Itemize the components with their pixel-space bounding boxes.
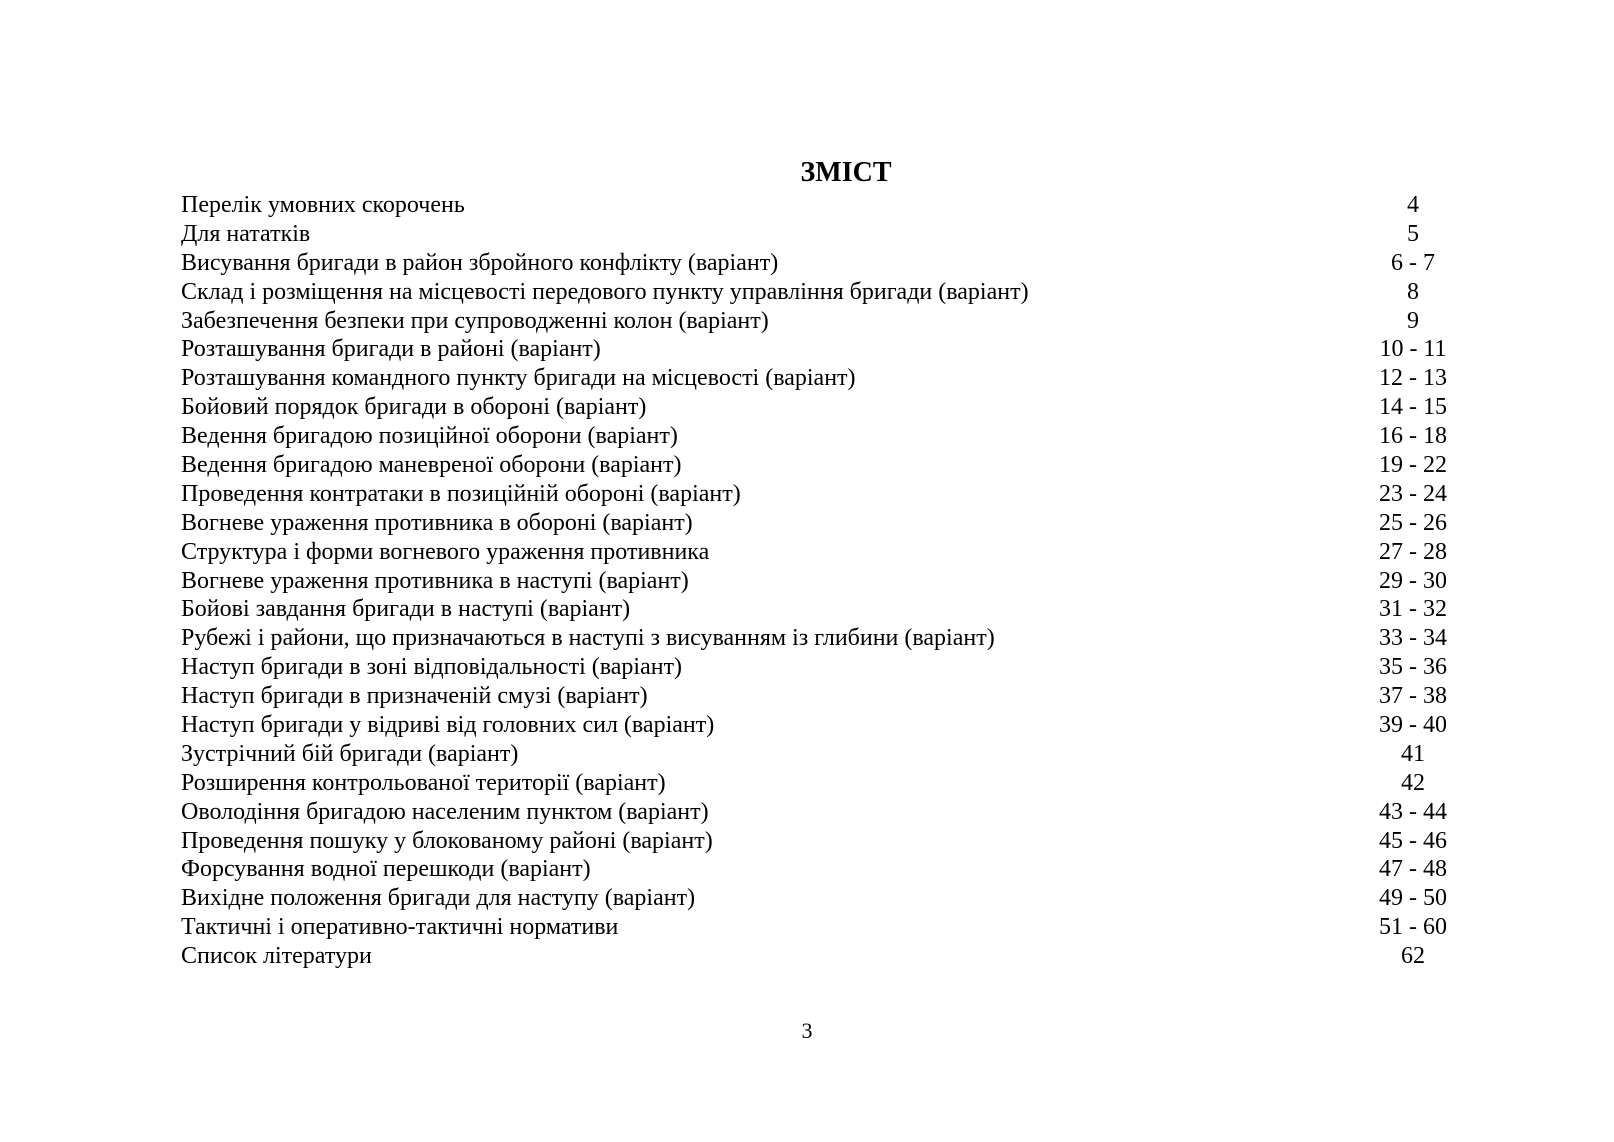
toc-entry (181, 567, 1483, 596)
toc-entry (181, 913, 1483, 942)
toc-entry-pages: 62 (1401, 943, 1425, 970)
toc-entry-pages: 51 - 60 (1379, 914, 1447, 941)
toc-entry-title: Зустрічний бій бригади (варіант) (181, 740, 519, 767)
toc-entry-pages: 16 - 18 (1379, 423, 1447, 450)
toc-entry-title: Бойовий порядок бригади в обороні (варіант) (181, 394, 647, 421)
toc-entry-title: Забезпечення безпеки при супроводженні колон (варіант) (181, 307, 769, 334)
toc-entry (181, 480, 1483, 509)
toc-entry-title: Висування бригади в район збройного конфлікту (варіант) (181, 249, 779, 276)
toc-entry (181, 364, 1483, 393)
toc-entry-pages: 23 - 24 (1379, 480, 1447, 507)
toc-entry (181, 249, 1483, 278)
toc-entry-pages: 39 - 40 (1379, 712, 1447, 739)
toc-entry-title: Вихідне положення бригади для наступу (варіант) (181, 885, 696, 912)
toc-entry-pages: 14 - 15 (1379, 394, 1447, 421)
toc-entry-pages: 25 - 26 (1379, 509, 1447, 536)
toc-entry (181, 422, 1483, 451)
toc-entry (181, 307, 1483, 336)
toc-entry-title: Для нататкiв (181, 220, 311, 247)
toc-entry-pages: 9 (1407, 307, 1419, 334)
toc-entry-pages: 29 - 30 (1379, 567, 1447, 594)
toc-entry-title: Розширення контрольованої території (варіант) (181, 769, 666, 796)
toc-entry (181, 538, 1483, 567)
toc-entry (181, 798, 1483, 827)
toc-entry (181, 769, 1483, 798)
toc-entry-pages: 47 - 48 (1379, 856, 1447, 883)
toc-entry (181, 624, 1483, 653)
toc-entry-pages: 35 - 36 (1379, 654, 1447, 681)
toc-entry-title: Вогневе ураження противника в обороні (варіант) (181, 509, 693, 536)
toc-entry-title: Структура і форми вогневого ураження противника (181, 538, 710, 565)
toc-entry (181, 451, 1483, 480)
toc-entry-pages: 19 - 22 (1379, 452, 1447, 479)
toc-entry-title: Наступ бригади в призначеній смузі (варіант) (181, 683, 648, 710)
toc-entry-pages: 49 - 50 (1379, 885, 1447, 912)
toc-heading: ЗМІСТ (800, 157, 892, 188)
toc-entry (181, 682, 1483, 711)
toc-entry-title: Наступ бригади в зоні відповідальності (варіант) (181, 654, 683, 681)
toc-entry-title: Тактичні і оперативно-тактичні нормативи (181, 914, 619, 941)
toc-entry-pages: 8 (1407, 278, 1419, 305)
toc-entry-title: Розташування бригади в районі (варіант) (181, 336, 601, 363)
toc-entry (181, 595, 1483, 624)
toc-entry (181, 942, 1483, 971)
toc-entry-pages: 31 - 32 (1379, 596, 1447, 623)
toc-entry (181, 220, 1483, 249)
toc-entry-pages: 27 - 28 (1379, 538, 1447, 565)
toc-entry (181, 855, 1483, 884)
toc-entry (181, 335, 1483, 364)
toc-entry (181, 884, 1483, 913)
toc-entry-pages: 45 - 46 (1379, 827, 1447, 854)
toc-entry (181, 827, 1483, 856)
toc-entry (181, 393, 1483, 422)
toc-entry-pages: 43 - 44 (1379, 798, 1447, 825)
toc-entry-pages: 12 - 13 (1379, 365, 1447, 392)
toc-entry-pages: 33 - 34 (1379, 625, 1447, 652)
toc-entry-title: Перелік умовних скорочень (181, 192, 465, 218)
toc-entry-title: Вогневе ураження противника в наступі (варіант) (181, 567, 689, 594)
toc-entry-title: Ведення бригадою маневреної оборони (варіант) (181, 452, 682, 479)
toc-entry-title: Наступ бригади у відриві від головних сил (варіант) (181, 712, 715, 739)
toc-entry (181, 509, 1483, 538)
toc-entry-pages: 4 (1407, 192, 1419, 218)
toc-entry (181, 653, 1483, 682)
toc-entry-title: Бойові завдання бригади в наступі (варіант) (181, 596, 631, 623)
toc-entry-pages: 10 - 11 (1379, 336, 1447, 363)
toc-entry-title: Оволодіння бригадою населеним пунктом (варіант) (181, 798, 709, 825)
toc-entry (181, 740, 1483, 769)
table-of-contents (181, 191, 1483, 971)
toc-entry-title: Розташування командного пункту бригади на місцевості (варіант) (181, 365, 856, 392)
toc-entry (181, 278, 1483, 307)
toc-entry-pages: 5 (1407, 220, 1419, 247)
toc-entry-title: Список літератури (181, 943, 372, 970)
page-number: 3 (801, 1018, 813, 1043)
toc-entry-title: Склад і розміщення на місцевості передового пункту управління бригади (варіант) (181, 278, 1029, 305)
toc-entry (181, 711, 1483, 740)
toc-entry-title: Ведення бригадою позиційної оборони (варіант) (181, 423, 678, 450)
toc-entry (181, 191, 1483, 220)
toc-entry-pages: 37 - 38 (1379, 683, 1447, 710)
toc-entry-pages: 6 - 7 (1391, 249, 1435, 276)
toc-entry-title: Форсування водної перешкоди (варіант) (181, 856, 591, 883)
toc-entry-title: Рубежі і райони, що призначаються в наступі з висуванням із глибини (варіант) (181, 625, 995, 652)
toc-entry-title: Проведення пошуку у блокованому районі (варіант) (181, 827, 713, 854)
toc-entry-title: Проведення контратаки в позиційній обороні (варіант) (181, 480, 741, 507)
toc-entry-pages: 41 (1401, 740, 1425, 767)
toc-entry-pages: 42 (1401, 769, 1425, 796)
